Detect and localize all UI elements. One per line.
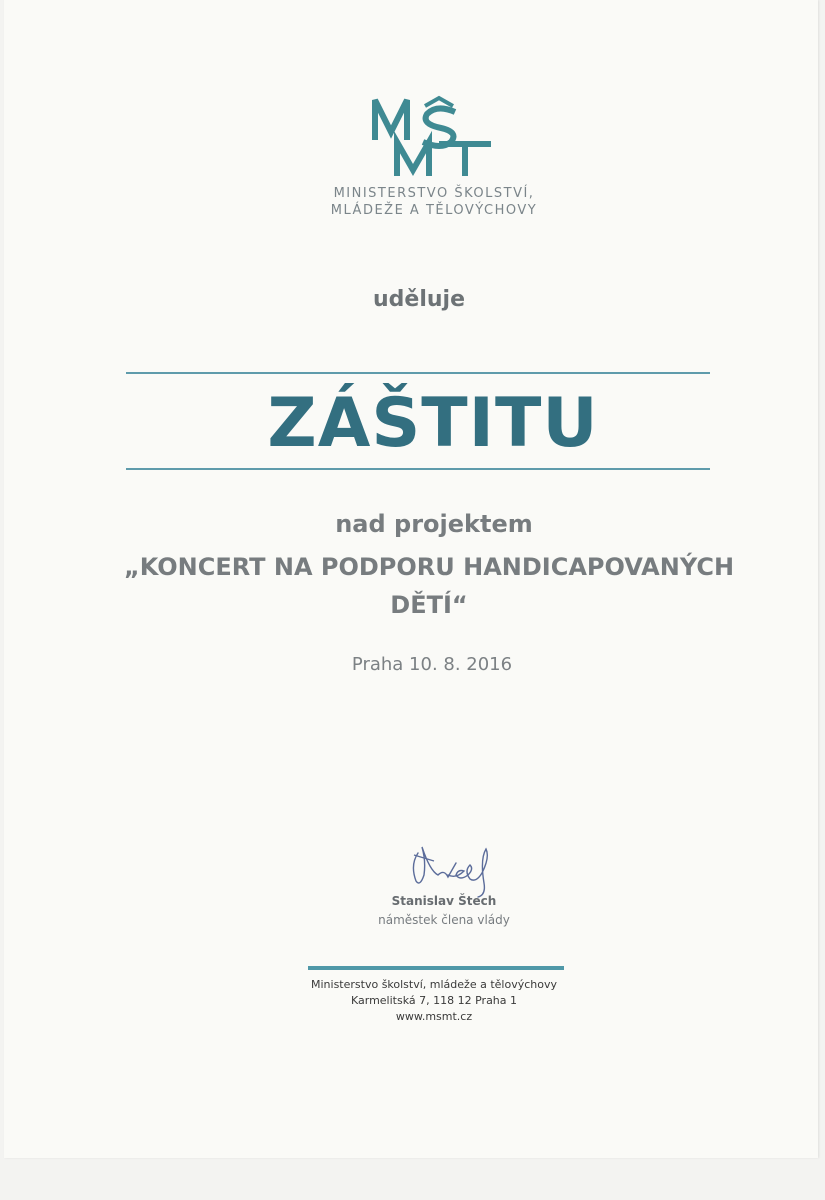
project-name xyxy=(119,548,739,624)
footer-rule xyxy=(308,966,564,970)
msmt-logo xyxy=(367,92,497,178)
title-rule-top xyxy=(126,372,710,374)
handwritten-signature xyxy=(404,835,504,900)
footer-website: www.msmt.cz xyxy=(395,1010,473,1023)
project-name-line-1: „KONCERT NA PODPORU HANDICAPOVANÝCH xyxy=(123,553,735,581)
title-rule-bottom xyxy=(126,468,710,470)
ministry-line-1: MINISTERSTVO ŠKOLSTVÍ, xyxy=(333,186,535,201)
certificate-title: ZÁŠTITU xyxy=(267,384,599,463)
project-name-line-2: DĚTÍ“ xyxy=(390,591,468,619)
ministry-name xyxy=(264,185,604,219)
signatory-name: Stanislav Štech xyxy=(391,894,497,908)
certificate-page xyxy=(4,0,818,1158)
ministry-line-2: MLÁDEŽE A TĚLOVÝCHOVY xyxy=(330,203,538,218)
issue-date: Praha 10. 8. 2016 xyxy=(351,654,513,675)
over-project-label: nad projektem xyxy=(335,510,533,538)
footer-ministry-name: Ministerstvo školství, mládeže a tělovýchovy xyxy=(311,978,557,991)
grant-verb: uděluje xyxy=(373,287,465,312)
signatory-role: náměstek člena vlády xyxy=(378,913,510,927)
footer-address: Karmelitská 7, 118 12 Praha 1 xyxy=(350,994,518,1007)
